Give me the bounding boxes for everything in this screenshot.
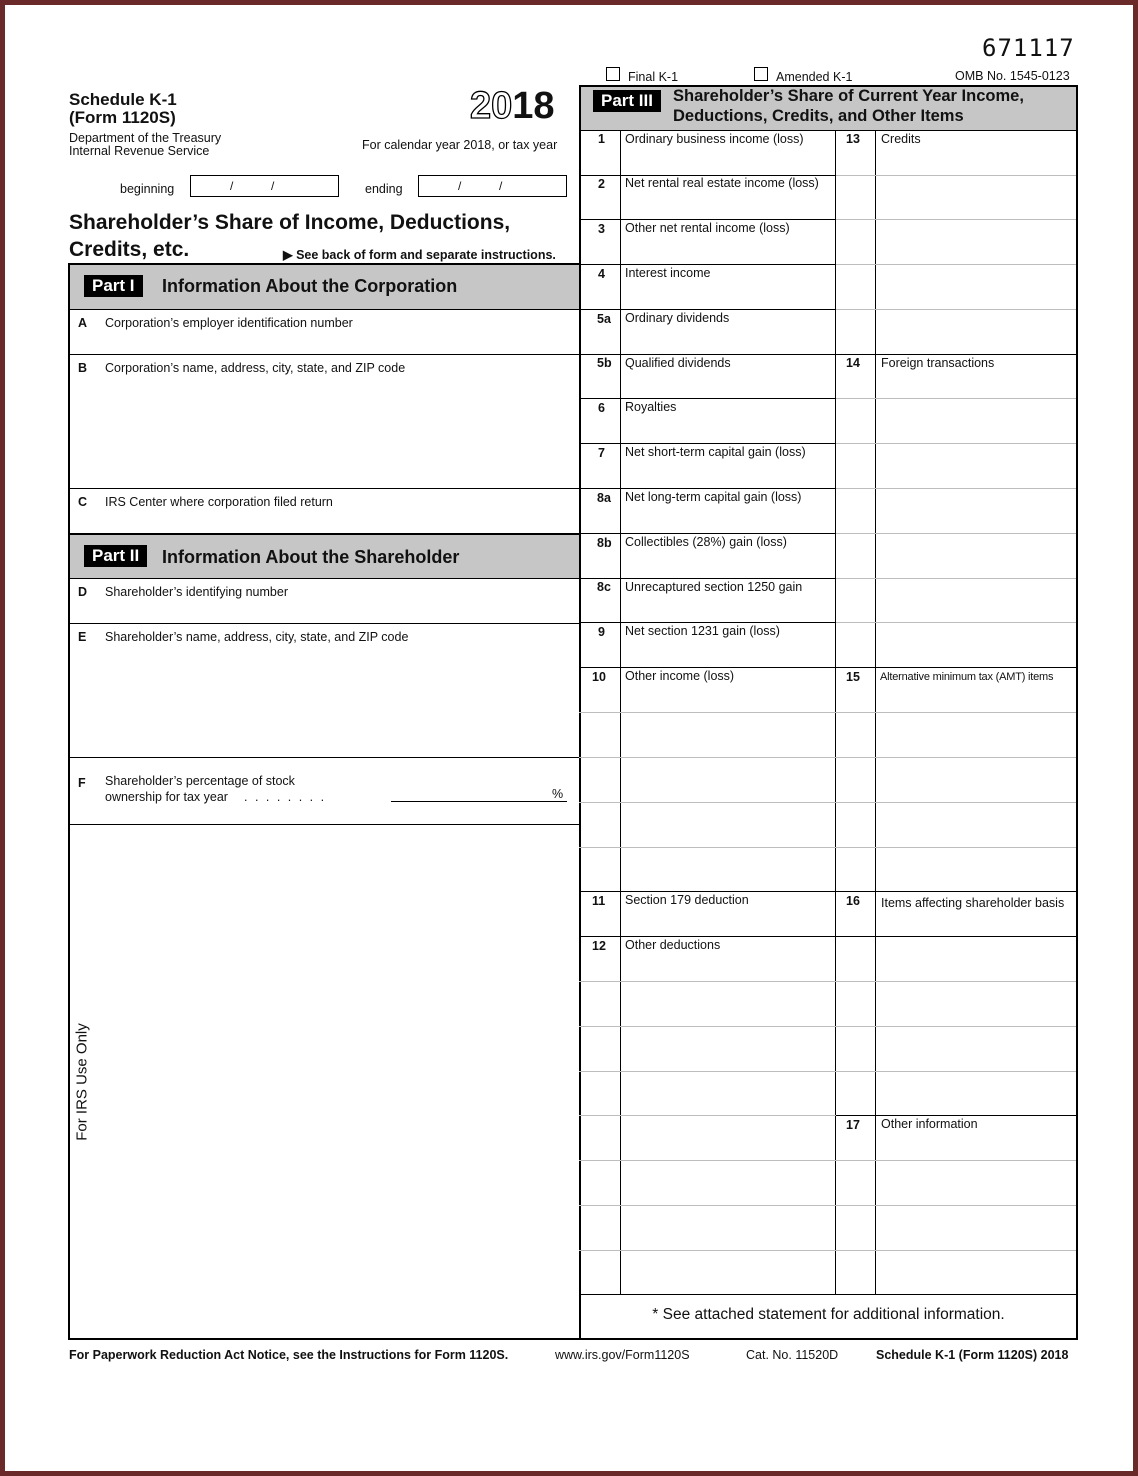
line-10-row — [579, 847, 836, 848]
footer-form-name: Schedule K-1 (Form 1120S) 2018 — [876, 1348, 1069, 1362]
item-f-bottom — [68, 824, 580, 825]
line-12-row — [579, 1160, 836, 1161]
line-4-label: Interest income — [625, 266, 711, 280]
line-12-row — [579, 1250, 836, 1251]
part1-tag: Part I — [84, 275, 143, 297]
line-2-bottom — [579, 219, 836, 220]
date-separator: / — [230, 179, 234, 193]
line-2-label: Net rental real estate income (loss) — [625, 176, 819, 190]
line-15-row — [836, 802, 1076, 803]
item-b-label: Corporation’s name, address, city, state, and ZIP code — [105, 361, 406, 375]
tax-year-bold: 18 — [512, 85, 555, 127]
part1-header-bottom — [68, 309, 580, 310]
line-9-label: Net section 1231 gain (loss) — [625, 624, 780, 638]
line-10-row — [579, 757, 836, 758]
form-id: 671117 — [982, 34, 1075, 62]
item-f-letter: F — [78, 776, 86, 790]
line-16-label: Items affecting shareholder basis — [881, 896, 1065, 910]
line-5a-number: 5a — [597, 312, 611, 326]
line-11-bottom — [579, 936, 1078, 937]
line-15-label: Alternative minimum tax (AMT) items — [880, 671, 1054, 683]
line-7-number: 7 — [598, 446, 605, 460]
line-10-row — [579, 802, 836, 803]
line-9-number: 9 — [598, 625, 605, 639]
left-outer-border — [68, 263, 70, 1340]
line-12-row — [579, 981, 836, 982]
item-f-label: Shareholder’s percentage of stock — [105, 774, 295, 788]
item-e-label: Shareholder’s name, address, city, state, and ZIP code — [105, 630, 409, 644]
line-15-number: 15 — [846, 670, 860, 684]
line-7-bottom — [579, 488, 836, 489]
line-13-number: 13 — [846, 132, 860, 146]
line-6-label: Royalties — [625, 400, 677, 414]
line-16-bottom — [836, 1115, 1078, 1116]
line-5b-bottom — [579, 398, 836, 399]
line-10-label: Other income (loss) — [625, 669, 735, 683]
line-14-row — [836, 622, 1076, 623]
line-16-row — [836, 1026, 1076, 1027]
item-e-letter: E — [78, 630, 87, 644]
ending-date-field[interactable] — [418, 175, 567, 197]
line-17-row — [836, 1205, 1076, 1206]
item-f-dots: . . . . . . . . — [244, 790, 327, 804]
footer-paperwork: For Paperwork Reduction Act Notice, see the Instructions for Form 1120S. — [69, 1348, 509, 1362]
irs-use-only: For IRS Use Only — [73, 1023, 91, 1141]
line-13-row — [836, 309, 1076, 310]
line-3-label: Other net rental income (loss) — [625, 221, 790, 235]
line-6-number: 6 — [598, 401, 605, 415]
line-14-number: 14 — [846, 356, 860, 370]
line-15-row — [836, 712, 1076, 713]
beginning-date-field[interactable] — [190, 175, 339, 197]
omb-number: OMB No. 1545-0123 — [955, 69, 1070, 83]
beginning-label: beginning — [120, 182, 175, 196]
line-14-row — [836, 533, 1076, 534]
item-f-label-line2: ownership for tax year — [105, 790, 228, 804]
line-5b-number: 5b — [597, 356, 612, 370]
item-d-label: Shareholder’s identifying number — [105, 585, 288, 599]
line-14-label: Foreign transactions — [881, 356, 995, 370]
line-17-row — [836, 1250, 1076, 1251]
item-b-letter: B — [78, 361, 88, 375]
line-14-row — [836, 488, 1076, 489]
line-16-row — [836, 1071, 1076, 1072]
bottom-border — [68, 1338, 1078, 1340]
part2-header-bottom — [68, 578, 580, 579]
line-8c-number: 8c — [597, 580, 611, 594]
line-4-number: 4 — [598, 267, 605, 281]
item-a-label: Corporation’s employer identification number — [105, 316, 353, 330]
tax-year-outline: 20 — [470, 85, 513, 127]
line-1-number: 1 — [598, 132, 605, 146]
part3-grid-bottom — [579, 1294, 1078, 1295]
line-12-row — [579, 1115, 836, 1116]
part3-tag: Part III — [593, 90, 661, 112]
line-5a-bottom — [579, 354, 1078, 355]
line-12-row — [579, 1026, 836, 1027]
line-12-number: 12 — [592, 939, 606, 953]
line-11-label: Section 179 deduction — [625, 893, 749, 907]
part3-title-line2: Deductions, Credits, and Other Items — [673, 107, 964, 125]
line-14-row — [836, 578, 1076, 579]
line-8c-label: Unrecaptured section 1250 gain — [625, 580, 803, 594]
line-10-number: 10 — [592, 670, 606, 684]
line-8a-number: 8a — [597, 491, 611, 505]
percentage-input-line[interactable] — [391, 801, 567, 802]
item-c-letter: C — [78, 495, 88, 509]
line-16-row — [836, 981, 1076, 982]
part3-header-bottom — [579, 130, 1078, 131]
line-17-number: 17 — [846, 1118, 860, 1132]
footer-cat-number: Cat. No. 11520D — [746, 1348, 839, 1362]
part3-title-line1: Shareholder’s Share of Current Year Income, — [673, 87, 1024, 105]
line-10-bottom — [579, 891, 1078, 892]
department-line1: Department of the Treasury — [69, 131, 222, 145]
line-6-bottom — [579, 443, 836, 444]
item-a-bottom — [68, 354, 580, 355]
percent-sign: % — [552, 787, 564, 801]
part1-title: Information About the Corporation — [162, 276, 458, 296]
footer-url: www.irs.gov/Form1120S — [555, 1348, 690, 1362]
line-5a-label: Ordinary dividends — [625, 311, 730, 325]
calendar-year-text: For calendar year 2018, or tax year — [362, 138, 558, 152]
amended-k1-label: Amended K-1 — [776, 70, 853, 84]
line-7-label: Net short-term capital gain (loss) — [625, 445, 806, 459]
line-15-row — [836, 847, 1076, 848]
line-11-number: 11 — [592, 894, 606, 908]
line-5b-label: Qualified dividends — [625, 356, 731, 370]
line-2-number: 2 — [598, 177, 605, 191]
line-12-row — [579, 1071, 836, 1072]
part2-title: Information About the Shareholder — [162, 547, 460, 567]
line-10-row — [579, 712, 836, 713]
ending-label: ending — [365, 182, 403, 196]
line-8b-number: 8b — [597, 536, 612, 550]
line-9-bottom — [579, 667, 1078, 668]
line-14-row — [836, 443, 1076, 444]
line-8a-bottom — [579, 533, 836, 534]
item-a-letter: A — [78, 316, 88, 330]
final-k1-checkbox[interactable] — [606, 67, 620, 81]
line-1-label: Ordinary business income (loss) — [625, 132, 804, 146]
attached-statement-note: * See attached statement for additional information. — [652, 1306, 1005, 1323]
item-e-bottom — [68, 757, 580, 758]
item-d-letter: D — [78, 585, 88, 599]
line-4-bottom — [579, 309, 836, 310]
item-d-bottom — [68, 623, 580, 624]
line-13-label: Credits — [881, 132, 921, 146]
line-3-bottom — [579, 264, 836, 265]
department-line2: Internal Revenue Service — [69, 144, 210, 158]
line-13-row — [836, 264, 1076, 265]
date-separator: / — [499, 179, 503, 193]
line-8c-bottom — [579, 622, 836, 623]
line-13-row — [836, 175, 1076, 176]
line-17-label: Other information — [881, 1117, 978, 1131]
date-separator: / — [271, 179, 275, 193]
line-13-row — [836, 219, 1076, 220]
main-title-line1: Shareholder’s Share of Income, Deductions, — [69, 211, 511, 234]
see-back-instructions: ▶ See back of form and separate instructions. — [283, 248, 556, 262]
item-b-bottom — [68, 488, 580, 489]
line-8b-bottom — [579, 578, 836, 579]
amended-k1-checkbox[interactable] — [754, 67, 768, 81]
line-12-label: Other deductions — [625, 938, 721, 952]
line-17-row — [836, 1160, 1076, 1161]
item-c-label: IRS Center where corporation filed return — [105, 495, 333, 509]
schedule-title: Schedule K-1 — [69, 90, 177, 109]
tax-year — [470, 86, 555, 126]
line-12-row — [579, 1205, 836, 1206]
line-14-row — [836, 398, 1076, 399]
form-number: (Form 1120S) — [69, 108, 176, 127]
final-k1-label: Final K-1 — [628, 70, 679, 84]
part2-tag: Part II — [84, 545, 147, 567]
main-title-line2: Credits, etc. — [69, 238, 190, 261]
line-8b-label: Collectibles (28%) gain (loss) — [625, 535, 787, 549]
date-separator: / — [458, 179, 462, 193]
right-outer-border — [1076, 85, 1078, 1340]
line-3-number: 3 — [598, 222, 605, 236]
line-16-number: 16 — [846, 894, 860, 908]
line-15-row — [836, 757, 1076, 758]
line-8a-label: Net long-term capital gain (loss) — [625, 490, 802, 504]
